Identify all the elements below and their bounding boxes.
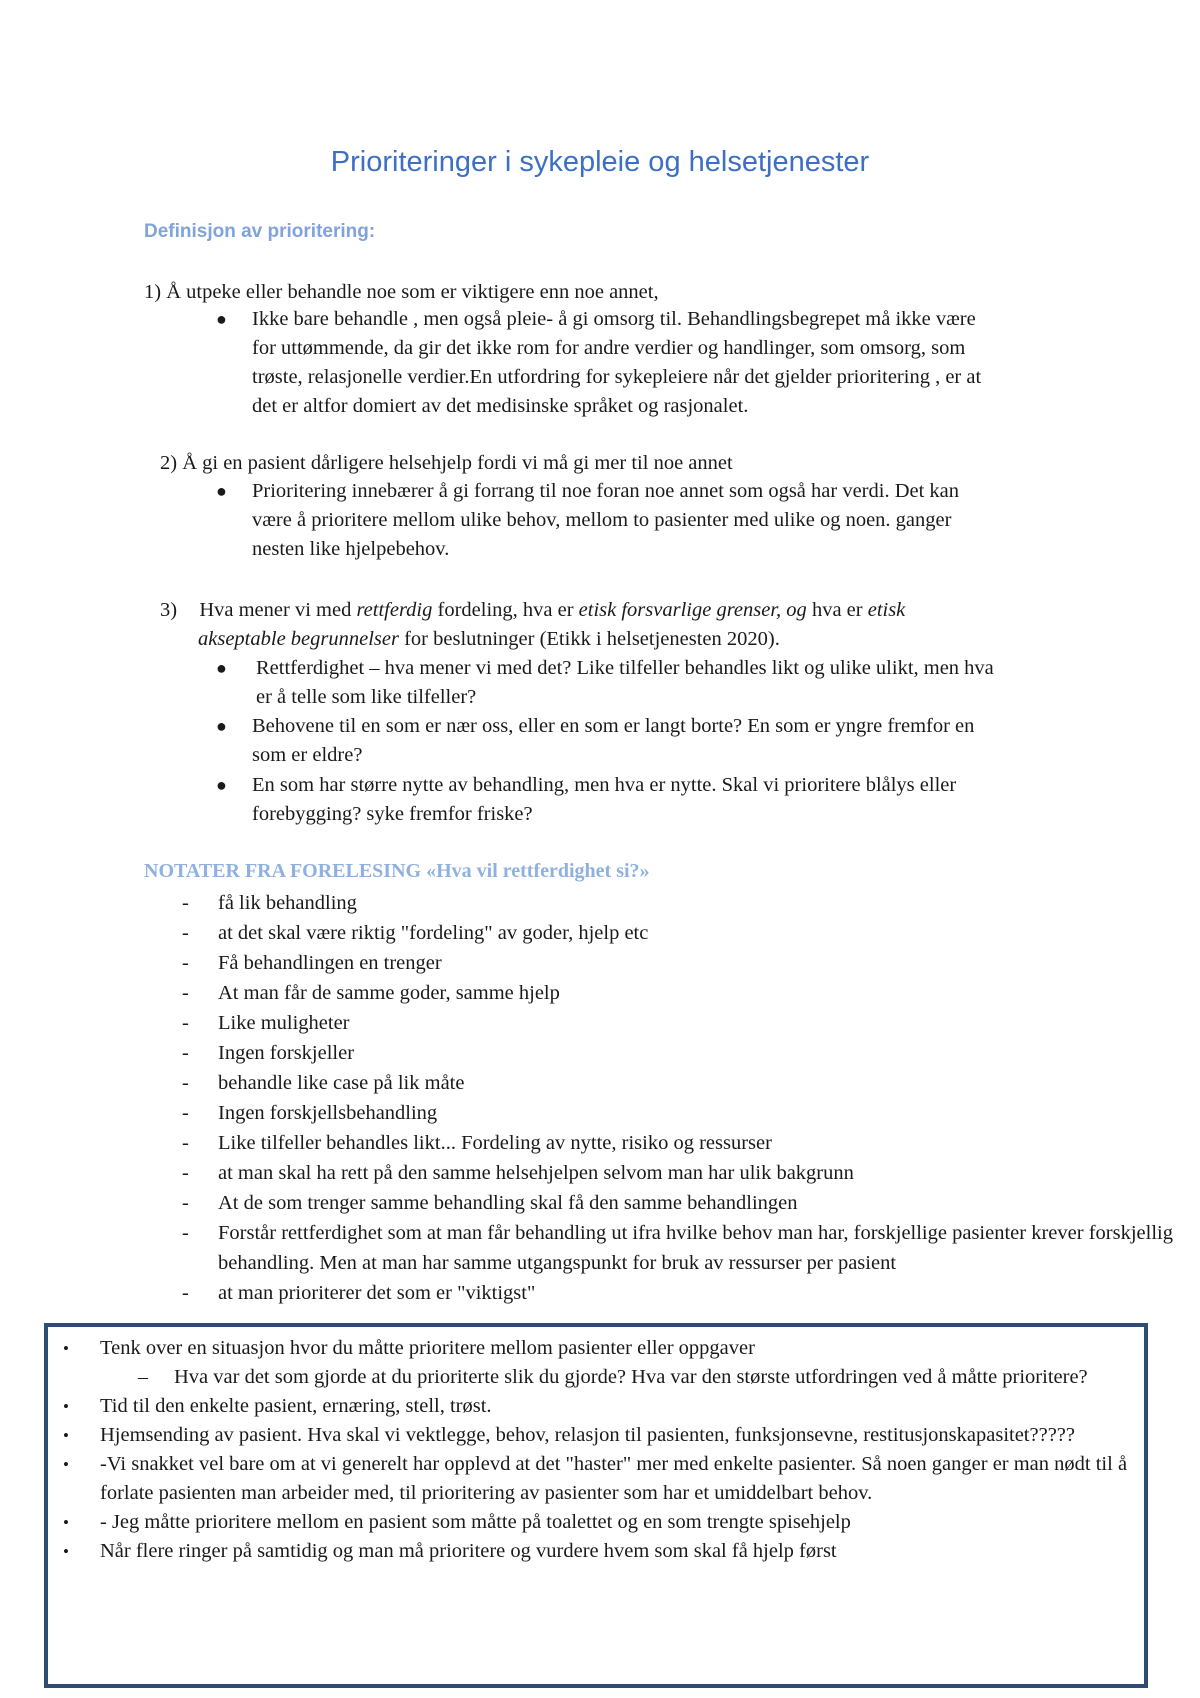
section-3-text: hva er — [806, 599, 868, 621]
list-item — [60, 1537, 1150, 1566]
list-item-text: at man skal ha rett på den samme helsehjelpen selvom man har ulik bakgrunn — [218, 1162, 854, 1184]
section-3-emph: rettferdig — [356, 599, 433, 621]
list-item-text: -Vi snakket vel bare om at vi generelt har opplevd at det "haster" mer med enkelte pasienter. Så noen ganger er man nødt til å forlate pasienten man arbeider med, til prioritering av pasienter som har et umiddelbart behov. — [100, 1453, 1128, 1504]
dash-icon: – — [138, 1366, 148, 1388]
section-2-bullet-line: nesten like hjelpebehov. — [252, 538, 450, 560]
definition-heading: Definisjon av prioritering: — [144, 221, 376, 242]
dash-icon: - — [182, 1162, 189, 1184]
list-item — [144, 1038, 1184, 1068]
bullet-icon: • — [63, 1455, 69, 1474]
list-item-text: Ingen forskjeller — [218, 1042, 355, 1064]
list-item-text: Like tilfeller behandles likt... Fordeling av nytte, risiko og ressurser — [218, 1132, 772, 1154]
list-item — [60, 1363, 1150, 1392]
section-3-bullet-line: Rettferdighet – hva mener vi med det? Like tilfeller behandles likt og ulike ulikt, men hva — [256, 657, 994, 679]
section-3-bullet — [256, 654, 994, 712]
list-item-text: at man prioriterer det som er "viktigst" — [218, 1282, 536, 1304]
dash-icon: - — [182, 892, 189, 914]
section-1 — [144, 278, 659, 307]
page-title: Prioriteringer i sykepleie og helsetjenester — [330, 146, 870, 178]
bullet-icon: • — [63, 1542, 69, 1561]
section-3 — [160, 596, 905, 625]
bullet-icon: • — [63, 1426, 69, 1445]
list-item — [144, 1128, 1184, 1158]
section-2-bullet — [252, 477, 959, 564]
dash-icon: - — [182, 1012, 189, 1034]
list-item — [144, 1098, 1184, 1128]
section-3-line-2 — [198, 625, 780, 654]
section-3-number: 3) — [160, 599, 178, 621]
list-item — [144, 978, 1184, 1008]
bullet-icon: • — [63, 1513, 69, 1532]
section-3-emph: akseptable begrunnelser — [198, 628, 399, 650]
list-item — [144, 1008, 1184, 1038]
list-item-text: Like muligheter — [218, 1012, 350, 1034]
section-3-text: for beslutninger (Etikk i helsetjenesten 2020). — [398, 628, 780, 650]
section-3-bullet-line: forebygging? syke fremfor friske? — [252, 803, 533, 825]
section-3-emph: etisk — [867, 599, 906, 621]
dash-icon: - — [182, 1192, 189, 1214]
bullet-icon: • — [63, 1339, 69, 1358]
list-item-text: Hva var det som gjorde at du prioriterte slik du gjorde? Hva var den største utfordringen ved å måtte prioritere? — [174, 1366, 1088, 1388]
section-3-bullet-line: er å telle som like tilfeller? — [256, 686, 477, 708]
list-item-text: Forstår rettferdighet som at man får behandling ut ifra hvilke behov man har, forskjellige pasienter krever forskjellig behandling. Men at man har samme utgangspunkt for bruk av ressurser per pasient — [218, 1222, 1173, 1274]
section-3-bullet-line: En som har større nytte av behandling, men hva er nytte. Skal vi prioritere blålys eller — [252, 774, 957, 796]
discussion-list — [60, 1334, 1150, 1566]
list-item-text: at det skal være riktig "fordeling" av goder, hjelp etc — [218, 922, 649, 944]
dash-icon: - — [182, 1042, 189, 1064]
section-1-bullet — [252, 305, 981, 421]
list-item-text: behandle like case på lik måte — [218, 1072, 465, 1094]
list-item-text: få lik behandling — [218, 892, 357, 914]
list-item — [144, 1188, 1184, 1218]
list-item — [60, 1334, 1150, 1363]
list-item — [144, 1278, 1184, 1308]
list-item-text: Tenk over en situasjon hvor du måtte prioritere mellom pasienter eller oppgaver — [100, 1337, 755, 1359]
dash-icon: - — [182, 922, 189, 944]
dash-icon: - — [182, 1282, 189, 1304]
dash-icon: - — [182, 1222, 189, 1244]
section-2 — [160, 449, 733, 478]
bullet-icon: ● — [216, 309, 227, 329]
list-item-text: - Jeg måtte prioritere mellom en pasient som måtte på toalettet og en som trengte spisehjelp — [100, 1511, 851, 1533]
list-item — [144, 948, 1184, 978]
section-1-text: Å utpeke eller behandle noe som er viktigere enn noe annet, — [166, 281, 659, 303]
dash-icon: - — [182, 952, 189, 974]
notes-heading: NOTATER FRA FORELESING «Hva vil rettferdighet si?» — [144, 860, 650, 882]
section-3-bullet-line: Behovene til en som er nær oss, eller en som er langt borte? En som er yngre fremfor en — [252, 715, 975, 737]
list-item — [144, 918, 1184, 948]
section-1-bullet-line: det er altfor domiert av det medisinske språket og rasjonalet. — [252, 395, 749, 417]
section-2-bullet-line: Prioritering innebærer å gi forrang til noe foran noe annet som også har verdi. Det kan — [252, 480, 960, 502]
section-2-text: Å gi en pasient dårligere helsehjelp fordi vi må gi mer til noe annet — [182, 452, 733, 474]
section-3-emph: etisk forsvarlige grenser, og — [578, 599, 807, 621]
dash-icon: - — [182, 982, 189, 1004]
list-item — [144, 1068, 1184, 1098]
list-item-text: Få behandlingen en trenger — [218, 952, 442, 974]
list-item-text: At man får de samme goder, samme hjelp — [218, 982, 560, 1004]
section-1-bullet-line: trøste, relasjonelle verdier.En utfordring for sykepleiere når det gjelder prioritering , er at — [252, 366, 982, 388]
bullet-icon: ● — [216, 775, 227, 795]
list-item — [144, 1158, 1184, 1188]
bullet-icon: ● — [216, 481, 227, 501]
section-1-bullet-line: for uttømmende, da gir det ikke rom for andre verdier og handlinger, som omsorg, som — [252, 337, 966, 359]
list-item-text: Tid til den enkelte pasient, ernæring, stell, trøst. — [100, 1395, 492, 1417]
section-3-text: fordeling, hva er — [432, 599, 579, 621]
list-item-text: At de som trenger samme behandling skal få den samme behandlingen — [218, 1192, 798, 1214]
section-3-text: Hva mener vi med — [199, 599, 357, 621]
section-3-bullet — [252, 712, 974, 770]
dash-icon: - — [182, 1072, 189, 1094]
list-item — [60, 1421, 1150, 1450]
section-1-number: 1) — [144, 281, 162, 303]
list-item — [60, 1450, 1150, 1508]
section-3-bullet-line: som er eldre? — [252, 744, 363, 766]
list-item — [144, 888, 1184, 918]
list-item — [144, 1218, 1184, 1278]
list-item-text: Hjemsending av pasient. Hva skal vi vektlegge, behov, relasjon til pasienten, funksjonsevne, restitusjonskapasitet????? — [100, 1424, 1076, 1446]
list-item — [60, 1392, 1150, 1421]
notes-list — [144, 888, 1184, 1308]
dash-icon: - — [182, 1132, 189, 1154]
section-2-number: 2) — [160, 452, 178, 474]
bullet-icon: ● — [216, 658, 227, 678]
dash-icon: - — [182, 1102, 189, 1124]
section-2-bullet-line: være å prioritere mellom ulike behov, mellom to pasienter med ulike og noen. ganger — [252, 509, 952, 531]
bullet-icon: • — [63, 1397, 69, 1416]
bullet-icon: ● — [216, 716, 227, 736]
list-item — [60, 1508, 1150, 1537]
list-item-text: Ingen forskjellsbehandling — [218, 1102, 438, 1124]
section-3-bullet — [252, 771, 956, 829]
list-item-text: Når flere ringer på samtidig og man må prioritere og vurdere hvem som skal få hjelp først — [100, 1540, 837, 1562]
section-1-bullet-line: Ikke bare behandle , men også pleie- å gi omsorg til. Behandlingsbegrepet må ikke være — [252, 308, 976, 330]
